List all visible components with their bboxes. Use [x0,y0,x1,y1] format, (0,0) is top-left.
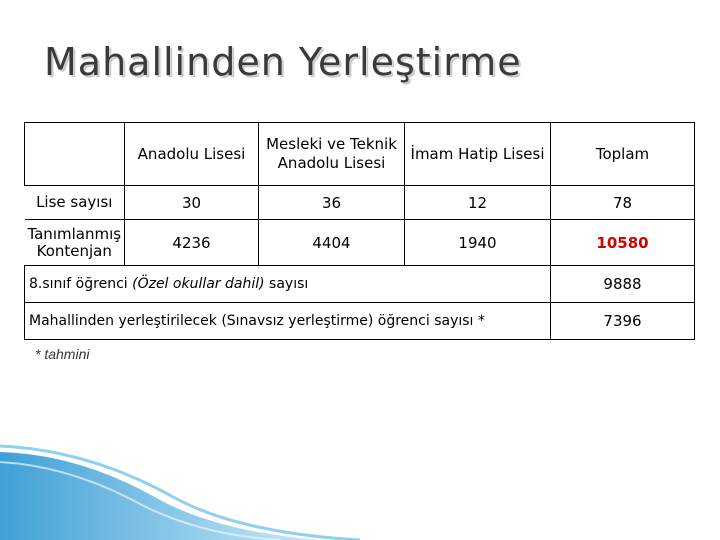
page-title: Mahallinden Yerleştirme [44,40,522,84]
summary-label-prefix: 8.sınıf öğrenci [29,276,133,292]
table-row-lise-sayisi [25,186,695,220]
summary-label: Mahallinden yerleştirilecek (Sınavsız yerleştirme) öğrenci sayısı * [25,303,551,340]
header-row [25,123,695,186]
cell-value: 4236 [125,220,259,266]
summary-value: 9888 [551,266,695,303]
row-label: Tanımlanmış Kontenjan [25,220,125,266]
cell-total-highlight: 10580 [551,220,695,266]
decorative-swoosh [0,440,720,540]
header-toplam: Toplam [551,123,695,186]
cell-value: 1940 [405,220,551,266]
summary-label-italic: (Özel okullar dahil) [132,276,265,292]
table-row-yerlestirilecek [25,303,695,340]
cell-value: 12 [405,186,551,220]
summary-label-suffix: sayısı [264,276,309,292]
placement-table [24,122,695,340]
header-imam-hatip: İmam Hatip Lisesi [405,123,551,186]
table-row-kontenjan [25,220,695,266]
header-corner-cell [25,123,125,186]
header-anadolu-lisesi: Anadolu Lisesi [125,123,259,186]
cell-value: 30 [125,186,259,220]
summary-value: 7396 [551,303,695,340]
swoosh-shape [0,452,320,540]
footnote: * tahmini [35,346,90,362]
summary-label [25,266,551,303]
header-mesleki-teknik: Mesleki ve Teknik Anadolu Lisesi [259,123,405,186]
cell-total: 78 [551,186,695,220]
cell-value: 36 [259,186,405,220]
table-row-8-sinif [25,266,695,303]
row-label: Lise sayısı [25,186,125,220]
cell-value: 4404 [259,220,405,266]
